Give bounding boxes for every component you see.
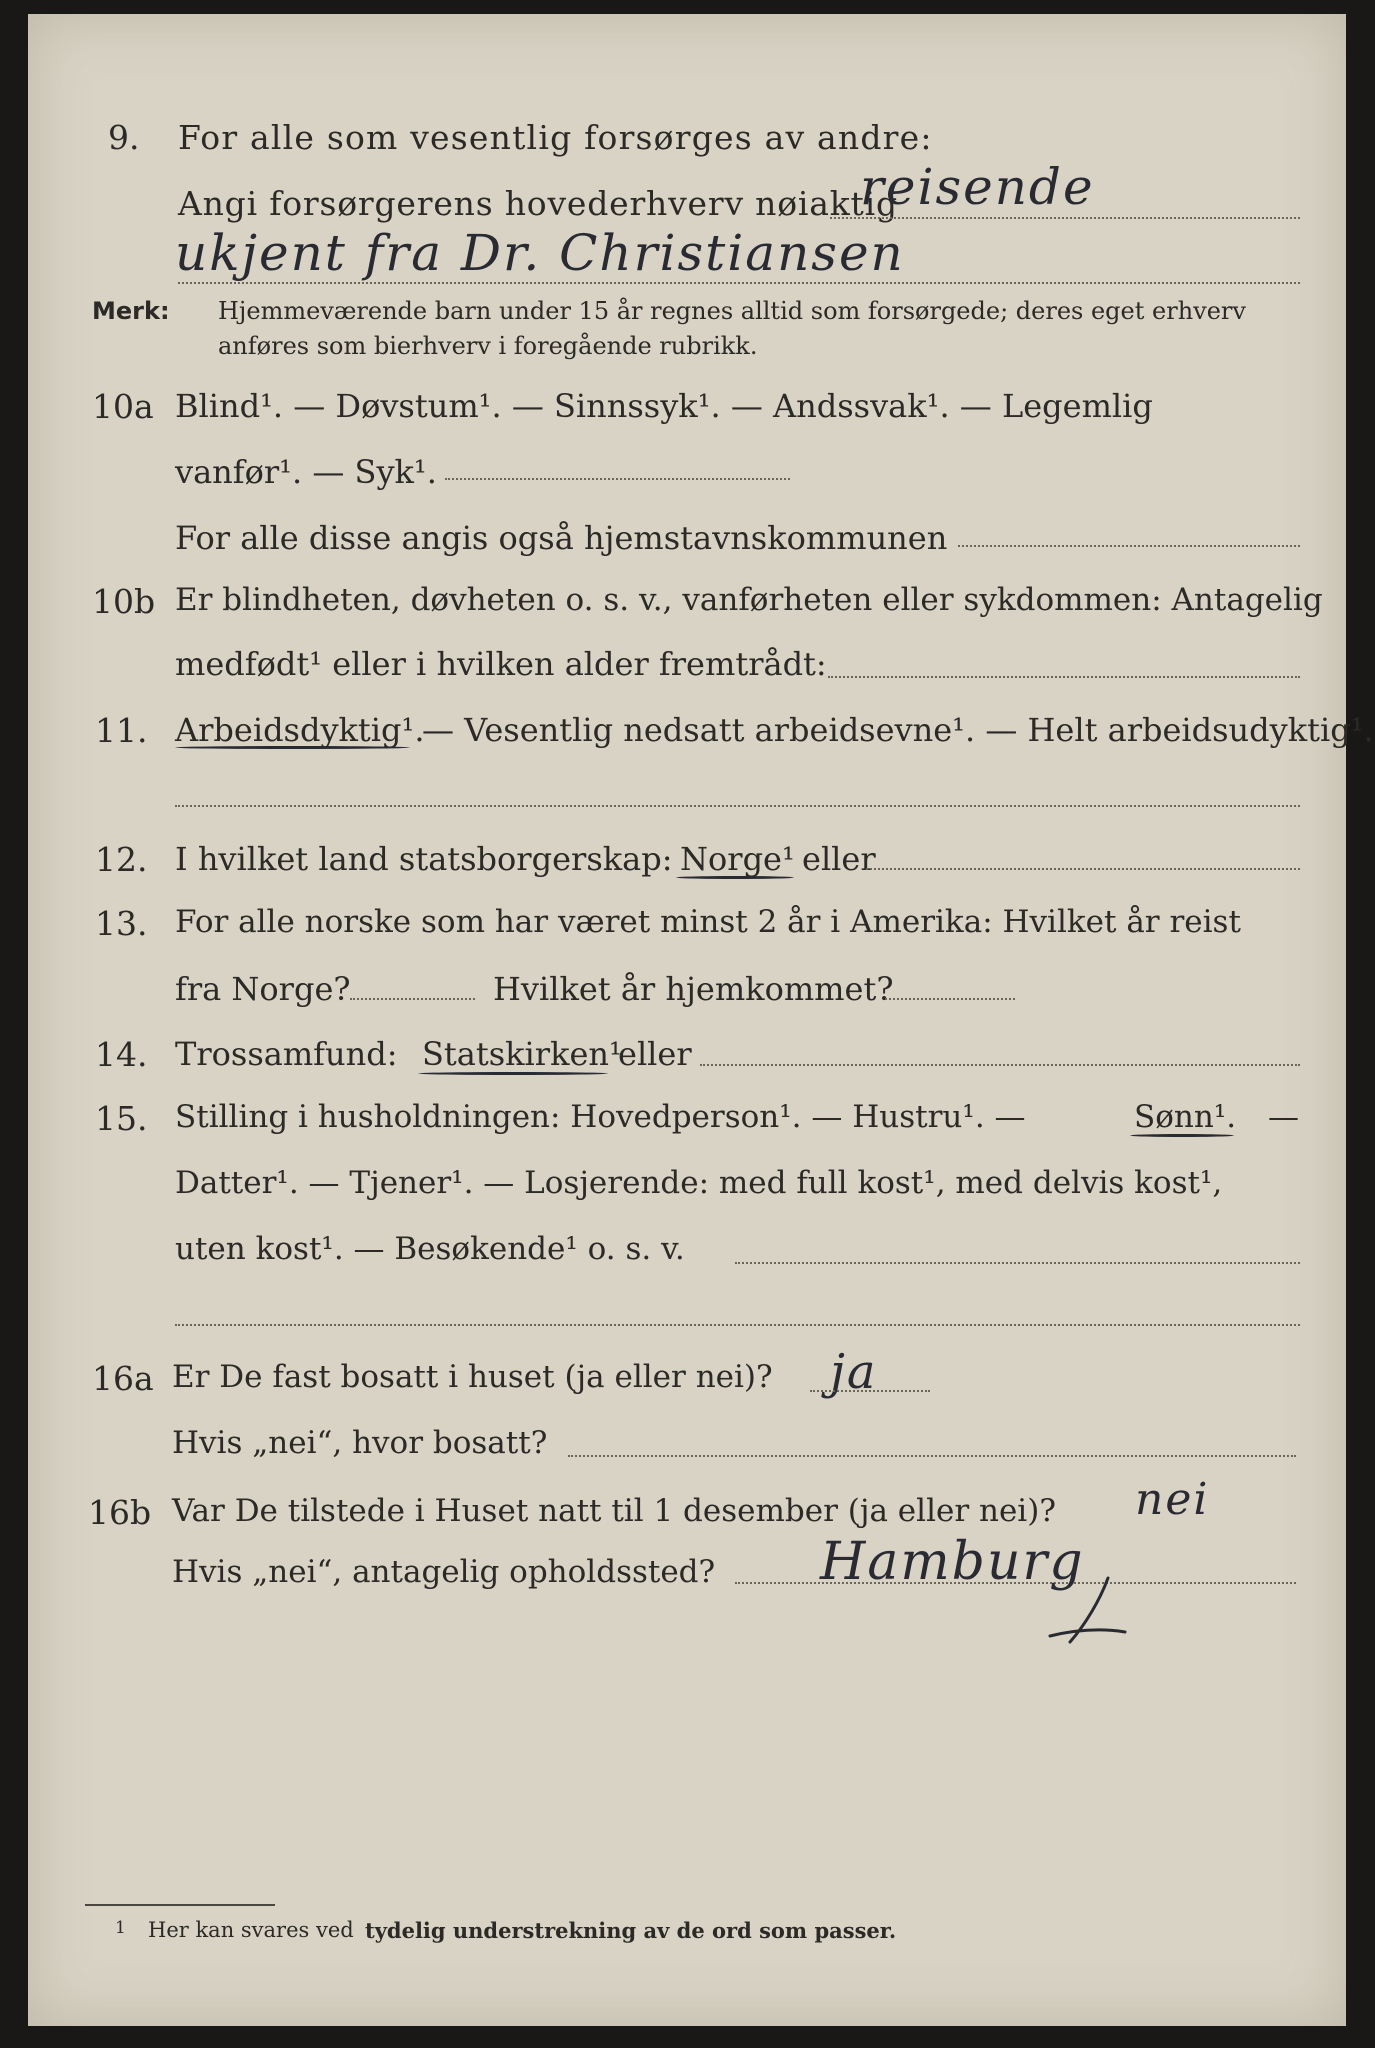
footnote-text-plain: Her kan svares ved [148,1918,354,1942]
q10a-hometown-line [958,545,1300,547]
q11-underline-mark [175,746,410,749]
q12-option-norge: Norge¹ [680,840,795,878]
q15-number: 15. [95,1099,148,1138]
q13-line1: For alle norske som har været minst 2 år i Amerika: Hvilket år reist [175,904,1241,940]
q9-handwritten-provider: ukjent fra Dr. Christiansen [175,224,905,282]
q10a-line2: vanfør¹. — Syk¹. [175,453,437,491]
footnote-text-bold: tydelig understrekning av de ord som passer. [365,1918,897,1943]
q13-reist-line [350,998,475,1000]
q11-other-options: — Vesentlig nedsatt arbeidsevne¹. — Helt arbeidsudyktig¹. [422,711,1374,749]
q9-answer-line1 [830,217,1300,219]
q15-line2: Datter¹. — Tjener¹. — Losjerende: med full kost¹, med delvis kost¹, [175,1165,1223,1201]
q13-number: 13. [95,904,148,943]
q13-line2-hjemkommet: Hvilket år hjemkommet? [493,970,894,1008]
footnote-rule [85,1904,275,1906]
q10b-number: 10b [92,582,156,621]
q14-prefix: Trossamfund: [175,1035,398,1073]
q10a-answer-line [445,478,790,480]
q9-line2: Angi forsørgerens hovederhverv nøiaktig [178,184,898,223]
q12-answer-line [866,868,1300,870]
q9-line1: For alle som vesentlig forsørges av andre: [178,118,933,157]
q13-hjemkommet-line [885,998,1015,1000]
q15-answer-line1 [735,1262,1300,1264]
q12-prefix: I hvilket land statsborgerskap: [175,840,673,878]
q10a-line1: Blind¹. — Døvstum¹. — Sinnssyk¹. — Andssvak¹. — Legemlig [175,387,1153,425]
q16b-handwritten-answer: nei [1135,1474,1210,1525]
q15-underline-mark [1130,1134,1234,1137]
q14-number: 14. [95,1035,148,1074]
q16b-number: 16b [88,1493,152,1532]
q13-line2-reist: fra Norge? [175,970,351,1008]
q16a-handwritten-answer: ja [830,1344,878,1400]
q12-number: 12. [95,840,148,879]
q16b-handwritten-location: Hamburg [820,1532,1085,1592]
q16a-number: 16a [92,1359,154,1398]
q15-answer-line2 [175,1324,1300,1326]
merk-text-line2: anføres som bierhverv i foregående rubrikk. [218,332,758,360]
q14-answer-line [700,1064,1300,1066]
q11-option-arbeidsdyktig: Arbeidsdyktig¹. [175,711,425,749]
q12-underline-mark [676,876,794,879]
q15-option-sonn: Sønn¹. [1134,1099,1237,1135]
q11-number: 11. [95,711,148,750]
q16a-line1: Er De fast bosatt i huset (ja eller nei)? [172,1359,773,1395]
q15-line3: uten kost¹. — Besøkende¹ o. s. v. [175,1231,685,1267]
q10b-answer-line [828,676,1300,678]
q16b-line2: Hvis „nei“, antagelig opholdssted? [172,1554,716,1590]
q9-number: 9. [108,118,140,157]
q16a-line2: Hvis „nei“, hvor bosatt? [172,1425,548,1461]
q10b-line1: Er blindheten, døvheten o. s. v., vanførheten eller sykdommen: Antagelig [175,582,1323,618]
q9-answer-line2 [178,282,1300,284]
q15-line1: Stilling i husholdningen: Hovedperson¹. — Hustru¹. — [175,1099,1026,1135]
merk-label: Merk: [92,297,170,325]
q9-handwritten-occupation: reisende [860,158,1095,216]
footnote-mark: 1 [115,1918,126,1938]
q16b-handwriting-descender [1030,1570,1140,1660]
q14-underline-mark [418,1072,608,1075]
q14-suffix: eller [618,1035,692,1073]
q10a-number: 10a [92,387,154,426]
q10a-line3: For alle disse angis også hjemstavnskommunen [175,519,948,557]
q16a-answer-line2 [568,1455,1296,1457]
q14-option-statskirken: Statskirken¹ [422,1035,622,1073]
q12-suffix: eller [802,840,876,878]
q16b-line1: Var De tilstede i Huset natt til 1 desember (ja eller nei)? [172,1493,1056,1529]
q11-answer-line [175,805,1300,807]
q10b-line2: medfødt¹ eller i hvilken alder fremtrådt: [175,645,827,683]
q16a-answer-line1 [810,1390,930,1392]
merk-text-line1: Hjemmeværende barn under 15 år regnes alltid som forsørgede; deres eget erhverv [218,297,1246,325]
q15-line1-dash: — [1268,1099,1299,1135]
